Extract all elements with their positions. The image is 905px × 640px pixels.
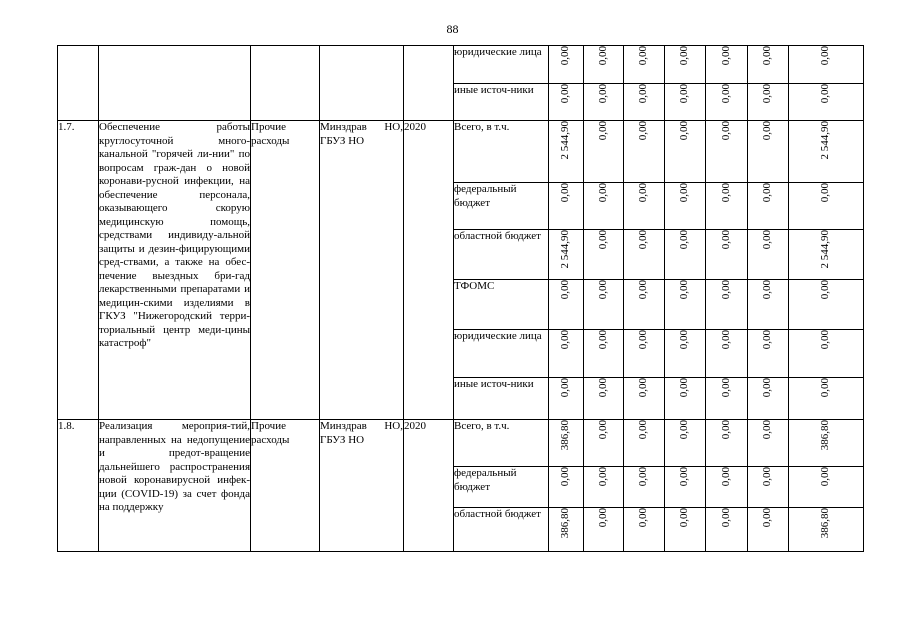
value-cell: [584, 183, 624, 230]
value-cell: [748, 420, 789, 467]
value-text: 0,00: [637, 330, 650, 350]
item-number: 1.8.: [58, 420, 99, 552]
value-cell: [624, 46, 665, 84]
value-text: 0,00: [819, 378, 832, 398]
year: 2020: [404, 420, 454, 552]
value-cell: [748, 121, 789, 183]
value-text: 0,00: [559, 330, 572, 350]
value-cell: [748, 330, 789, 378]
value-text: 0,00: [719, 230, 732, 250]
value-text: 0,00: [637, 508, 650, 528]
value-cell: [789, 280, 864, 330]
value-cell: [549, 46, 584, 84]
value-text: 0,00: [719, 467, 732, 487]
value-cell: [624, 467, 665, 508]
value-cell: [549, 230, 584, 280]
value-text: 0,00: [719, 280, 732, 300]
value-text: 0,00: [761, 508, 774, 528]
value-text: 0,00: [637, 183, 650, 203]
value-cell: [624, 378, 665, 420]
value-cell: [665, 84, 706, 121]
value-cell: [706, 378, 748, 420]
value-cell: [549, 84, 584, 121]
value-cell: [584, 467, 624, 508]
value-cell: [665, 46, 706, 84]
value-cell: [706, 467, 748, 508]
value-text: 0,00: [678, 121, 691, 141]
value-text: 0,00: [719, 378, 732, 398]
executor: Минздрав НО, ГБУЗ НО: [320, 420, 404, 552]
value-cell: [665, 420, 706, 467]
value-cell: [706, 420, 748, 467]
value-cell: [584, 420, 624, 467]
value-text: 0,00: [559, 280, 572, 300]
value-cell: [706, 84, 748, 121]
value-cell: [748, 183, 789, 230]
value-text: 0,00: [559, 46, 572, 66]
budget-table: [57, 45, 864, 552]
value-cell: [584, 508, 624, 552]
value-text: 0,00: [761, 378, 774, 398]
value-text: 0,00: [819, 183, 832, 203]
value-cell: [549, 121, 584, 183]
value-cell: [549, 420, 584, 467]
value-text: 0,00: [719, 121, 732, 141]
value-cell: [665, 467, 706, 508]
value-cell: [665, 230, 706, 280]
expense-kind: Прочие расходы: [251, 420, 320, 552]
value-cell: [665, 280, 706, 330]
value-cell: [748, 46, 789, 84]
value-text: 0,00: [819, 46, 832, 66]
value-cell: [624, 230, 665, 280]
value-cell: [748, 467, 789, 508]
item-name: Обеспечение работы круглосуточной много-канальной "горячей ли-нии" по вопросам граж-дан о новой коронави-русной инфекции, на обеспечение персонала, оказывающего скорую медицинскую помощь, средствами индивиду-альной защиты и дезин-фицирующими сред-ствами, а также на обес-печение выездных бри-гад лекарственными препаратами и медицин-скими изделиями в ГКУЗ "Нижегородский терри-ториальный центр меди-цины катастроф": [99, 121, 251, 420]
executor: Минздрав НО, ГБУЗ НО: [320, 121, 404, 420]
value-text: 0,00: [559, 467, 572, 487]
empty-cell: [99, 46, 251, 121]
value-cell: [624, 280, 665, 330]
funding-source: федеральный бюджет: [454, 183, 549, 230]
funding-source: юридические лица: [454, 46, 549, 84]
funding-source: федеральный бюджет: [454, 467, 549, 508]
value-cell: [789, 230, 864, 280]
value-cell: [624, 84, 665, 121]
empty-cell: [58, 46, 99, 121]
value-cell: [549, 508, 584, 552]
value-cell: [748, 378, 789, 420]
value-cell: [665, 378, 706, 420]
value-cell: [706, 121, 748, 183]
empty-cell: [320, 46, 404, 121]
value-cell: [748, 508, 789, 552]
value-cell: [584, 330, 624, 378]
value-text: 0,00: [596, 46, 609, 66]
value-text: 0,00: [559, 183, 572, 203]
item-name: Реализация мероприя-тий, направленных на недопущение и предот-вращение дальнейшего распространения новой коронавирусной инфек-ции (COVID-19) за счет фонда на поддержку: [99, 420, 251, 552]
value-text: 0,00: [559, 84, 572, 104]
value-cell: [624, 183, 665, 230]
value-cell: [584, 121, 624, 183]
value-text: 0,00: [761, 330, 774, 350]
value-text: 0,00: [719, 420, 732, 440]
value-text: 0,00: [761, 121, 774, 141]
value-cell: [789, 420, 864, 467]
value-cell: [665, 508, 706, 552]
value-cell: [665, 330, 706, 378]
value-cell: [549, 280, 584, 330]
value-text: 2 544,90: [819, 230, 832, 269]
value-cell: [624, 121, 665, 183]
value-text: 0,00: [596, 121, 609, 141]
value-text: 0,00: [761, 46, 774, 66]
page-number: 88: [446, 22, 459, 36]
value-text: 0,00: [678, 467, 691, 487]
value-text: 0,00: [596, 84, 609, 104]
value-text: 0,00: [678, 378, 691, 398]
value-text: 0,00: [678, 330, 691, 350]
value-cell: [789, 121, 864, 183]
table-body: [58, 46, 864, 552]
value-cell: [549, 378, 584, 420]
item-number: 1.7.: [58, 121, 99, 420]
value-text: 0,00: [678, 183, 691, 203]
value-text: 386,80: [819, 420, 832, 451]
value-text: 0,00: [678, 420, 691, 440]
value-text: 0,00: [637, 467, 650, 487]
value-text: 0,00: [761, 420, 774, 440]
value-text: 0,00: [678, 280, 691, 300]
value-text: 0,00: [719, 84, 732, 104]
table-row: [58, 121, 864, 183]
value-cell: [665, 183, 706, 230]
value-text: 0,00: [819, 330, 832, 350]
value-text: 0,00: [761, 183, 774, 203]
funding-source: Всего, в т.ч.: [454, 420, 549, 467]
value-cell: [706, 330, 748, 378]
table-row: [58, 46, 864, 84]
year: 2020: [404, 121, 454, 420]
value-text: 0,00: [761, 467, 774, 487]
value-text: 0,00: [761, 84, 774, 104]
empty-cell: [251, 46, 320, 121]
funding-source: областной бюджет: [454, 508, 549, 552]
value-cell: [624, 420, 665, 467]
funding-source: иные источ-ники: [454, 84, 549, 121]
value-text: 0,00: [719, 508, 732, 528]
value-text: 0,00: [761, 230, 774, 250]
value-text: 0,00: [637, 46, 650, 66]
value-cell: [584, 84, 624, 121]
value-text: 2 544,90: [559, 230, 572, 269]
value-text: 0,00: [637, 121, 650, 141]
funding-source: областной бюджет: [454, 230, 549, 280]
value-text: 0,00: [678, 230, 691, 250]
value-text: 0,00: [719, 183, 732, 203]
value-cell: [789, 183, 864, 230]
value-text: 0,00: [596, 378, 609, 398]
value-text: 0,00: [596, 330, 609, 350]
value-text: 0,00: [719, 330, 732, 350]
funding-source: ТФОМС: [454, 280, 549, 330]
value-text: 0,00: [596, 420, 609, 440]
value-text: 0,00: [596, 230, 609, 250]
value-text: 0,00: [596, 467, 609, 487]
value-text: 0,00: [637, 280, 650, 300]
value-text: 2 544,90: [559, 121, 572, 160]
value-text: 0,00: [819, 84, 832, 104]
value-cell: [706, 46, 748, 84]
value-cell: [748, 84, 789, 121]
table-row: [58, 420, 864, 467]
value-text: 386,80: [819, 508, 832, 539]
value-cell: [584, 230, 624, 280]
funding-source: Всего, в т.ч.: [454, 121, 549, 183]
value-cell: [789, 330, 864, 378]
value-cell: [549, 330, 584, 378]
value-text: 0,00: [761, 280, 774, 300]
value-cell: [624, 330, 665, 378]
value-text: 0,00: [678, 84, 691, 104]
value-text: 0,00: [678, 46, 691, 66]
value-cell: [789, 508, 864, 552]
value-cell: [748, 230, 789, 280]
value-text: 386,80: [559, 508, 572, 539]
value-cell: [584, 280, 624, 330]
value-cell: [665, 121, 706, 183]
expense-kind: Прочие расходы: [251, 121, 320, 420]
value-cell: [789, 46, 864, 84]
value-text: 0,00: [559, 378, 572, 398]
value-text: 386,80: [559, 420, 572, 451]
value-cell: [584, 378, 624, 420]
value-cell: [549, 467, 584, 508]
value-text: 0,00: [596, 183, 609, 203]
value-text: 0,00: [596, 508, 609, 528]
value-text: 2 544,90: [819, 121, 832, 160]
value-cell: [584, 46, 624, 84]
empty-cell: [404, 46, 454, 121]
value-text: 0,00: [637, 230, 650, 250]
value-cell: [789, 84, 864, 121]
value-text: 0,00: [819, 280, 832, 300]
value-cell: [706, 183, 748, 230]
value-cell: [706, 280, 748, 330]
value-text: 0,00: [637, 420, 650, 440]
funding-source: юридические лица: [454, 330, 549, 378]
value-text: 0,00: [637, 84, 650, 104]
value-text: 0,00: [637, 378, 650, 398]
value-text: 0,00: [678, 508, 691, 528]
value-cell: [624, 508, 665, 552]
value-text: 0,00: [819, 467, 832, 487]
value-cell: [706, 508, 748, 552]
value-cell: [549, 183, 584, 230]
value-cell: [789, 467, 864, 508]
value-text: 0,00: [719, 46, 732, 66]
value-cell: [706, 230, 748, 280]
funding-source: иные источ-ники: [454, 378, 549, 420]
value-cell: [789, 378, 864, 420]
value-cell: [748, 280, 789, 330]
value-text: 0,00: [596, 280, 609, 300]
